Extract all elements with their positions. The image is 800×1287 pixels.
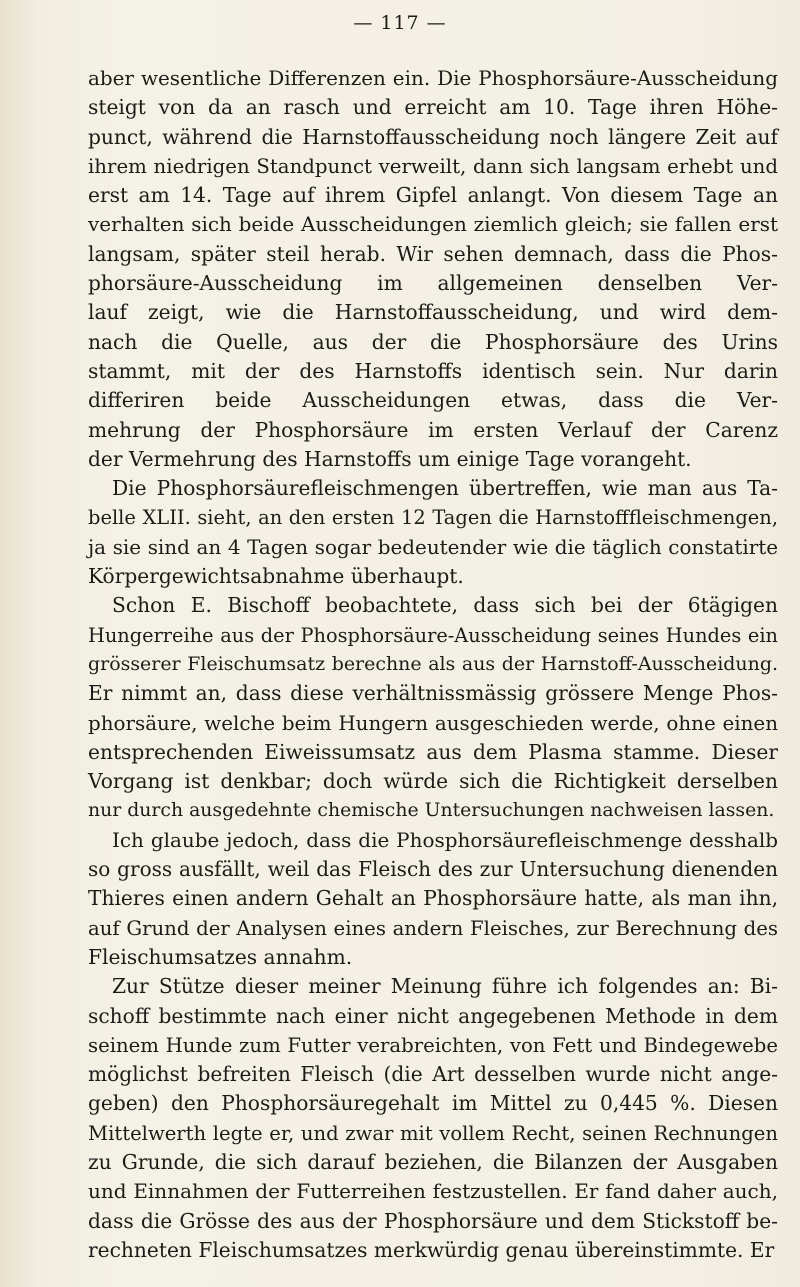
text-line: seinem Hunde zum Futter verabreichten, von Fett und Bindegewebe — [88, 1033, 778, 1057]
text-line: Ich glaube jedoch, dass die Phosphorsäurefleischmenge desshalb — [112, 827, 778, 852]
text-line: belle XLII. sieht, an den ersten 12 Tagen die Harnstofffleischmengen, — [88, 506, 778, 530]
text-line: Thieres einen andern Gehalt an Phosphorsäure hatte, als man ihn, — [88, 886, 778, 911]
text-line: Mittelwerth legte er, und zwar mit vollem Recht, seinen Rechnungen — [88, 1121, 778, 1145]
text-line: nur durch ausgedehnte chemische Untersuchungen nachweisen lassen. — [88, 800, 775, 822]
text-line: verhalten sich beide Ausscheidungen ziemlich gleich; sie fallen erst — [88, 212, 778, 237]
text-line: entsprechenden Eiweissumsatz aus dem Plasma stamme. Dieser — [88, 739, 778, 764]
page-number: — 117 — — [353, 12, 447, 34]
paragraph-1 — [88, 64, 778, 474]
text-line: phorsäure-Ausscheidung im allgemeinen denselben Ver- — [88, 271, 778, 296]
text-line: stammt, mit der des Harnstoffs identisch sein. Nur darin — [88, 358, 778, 383]
paragraph-4 — [88, 826, 778, 972]
text-line: Zur Stütze dieser meiner Meinung führe ich folgendes an: Bi- — [112, 974, 778, 999]
text-line: aber wesentliche Differenzen ein. Die Phosphorsäure-Ausscheidung — [88, 66, 778, 90]
paragraph-5 — [88, 972, 778, 1265]
paragraph-3 — [88, 591, 778, 825]
text-line: steigt von da an rasch und erreicht am 10. Tage ihren Höhe- — [88, 95, 778, 120]
text-line: erst am 14. Tage auf ihrem Gipfel anlangt. Von diesem Tage an — [88, 183, 778, 208]
text-line: zu Grunde, die sich darauf beziehen, die Bilanzen der Ausgaben — [88, 1149, 778, 1174]
text-line: Körpergewichtsabnahme überhaupt. — [88, 564, 464, 589]
text-line: lauf zeigt, wie die Harnstoffausscheidung, und wird dem- — [88, 300, 778, 325]
text-line: und Einnahmen der Futterreihen festzustellen. Er fand daher auch, — [88, 1179, 778, 1204]
text-line: langsam, später steil herab. Wir sehen demnach, dass die Phos- — [88, 241, 778, 266]
text-line: grösserer Fleischumsatz berechne als aus der Harnstoff-Ausscheidung. — [88, 652, 778, 675]
text-line: der Vermehrung des Harnstoffs um einige Tage vorangeht. — [88, 446, 692, 471]
text-line: ihrem niedrigen Standpunct verweilt, dann sich langsam erhebt und — [88, 154, 778, 178]
text-line: ja sie sind an 4 Tagen sogar bedeutender wie die täglich constatirte — [88, 535, 778, 559]
text-line: Schon E. Bischoff beobachtete, dass sich bei der 6tägigen — [112, 593, 778, 618]
text-line: Die Phosphorsäurefleischmengen übertreffen, wie man aus Ta- — [112, 476, 778, 501]
text-line: schoff bestimmte nach einer nicht angegebenen Methode in dem — [88, 1003, 778, 1028]
text-line: geben) den Phosphorsäuregehalt im Mittel zu 0,445 %. Diesen — [88, 1091, 778, 1116]
text-line: nach die Quelle, aus der die Phosphorsäure des Urins — [88, 329, 778, 354]
text-line: Hungerreihe aus der Phosphorsäure-Ausscheidung seines Hundes ein — [88, 623, 778, 647]
text-line: Fleischumsatzes annahm. — [88, 944, 353, 969]
text-line: auf Grund der Analysen eines andern Fleisches, zur Berechnung des — [88, 916, 778, 940]
text-line: rechneten Fleischumsatzes merkwürdig genau übereinstimmte. Er — [88, 1237, 775, 1262]
body-text — [88, 64, 778, 1265]
paragraph-2 — [88, 474, 778, 591]
text-line: Vorgang ist denkbar; doch würde sich die Richtigkeit derselben — [88, 769, 778, 794]
text-line: dass die Grösse des aus der Phosphorsäure und dem Stickstoff be- — [88, 1208, 778, 1233]
text-line: phorsäure, welche beim Hungern ausgeschieden werde, ohne einen — [88, 711, 778, 735]
text-line: mehrung der Phosphorsäure im ersten Verlauf der Carenz — [88, 417, 778, 442]
text-line: möglichst befreiten Fleisch (die Art desselben wurde nicht ange- — [88, 1062, 778, 1087]
text-line: punct, während die Harnstoffausscheidung noch längere Zeit auf — [88, 124, 778, 149]
text-line: differiren beide Ausscheidungen etwas, dass die Ver- — [88, 388, 778, 413]
text-line: so gross ausfällt, weil das Fleisch des zur Untersuchung dienenden — [88, 857, 778, 882]
text-line: Er nimmt an, dass diese verhältnissmässig grössere Menge Phos- — [88, 681, 778, 706]
